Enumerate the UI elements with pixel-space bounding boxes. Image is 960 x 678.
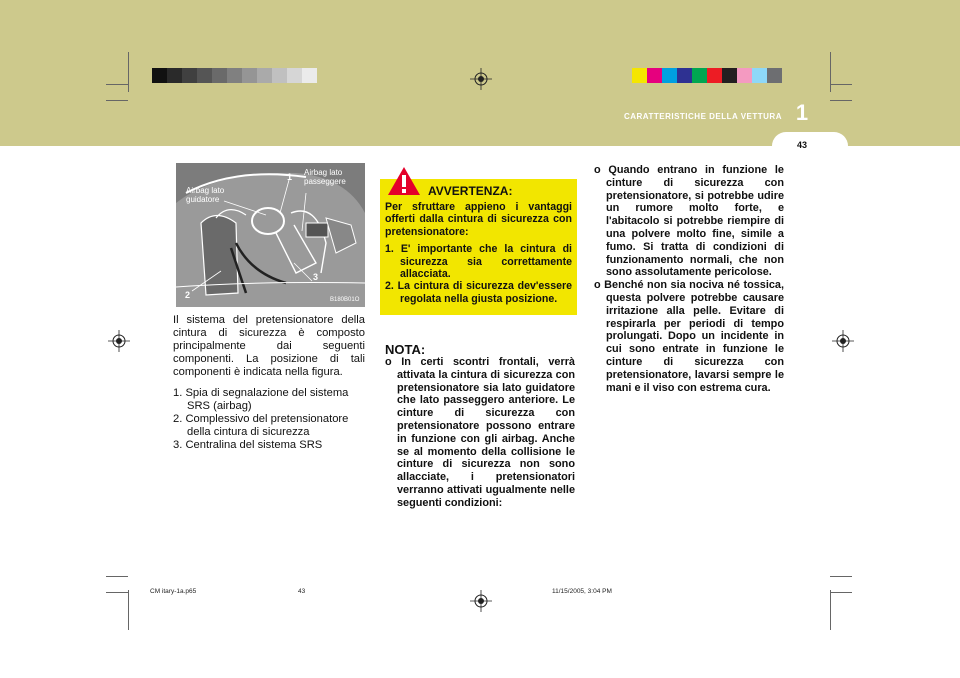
right-column bbox=[594, 164, 784, 394]
gray-swatch bbox=[302, 68, 317, 83]
crop-mark bbox=[830, 576, 852, 577]
section-title: CARATTERISTICHE DELLA VETTURA bbox=[623, 112, 782, 121]
crop-mark bbox=[128, 52, 129, 92]
color-swatch bbox=[767, 68, 782, 83]
page-number: 43 bbox=[796, 140, 807, 150]
color-swatch bbox=[677, 68, 692, 83]
callout-2: 2 bbox=[185, 290, 191, 300]
gray-swatch bbox=[212, 68, 227, 83]
gray-swatch bbox=[152, 68, 167, 83]
gray-swatch bbox=[167, 68, 182, 83]
list-item: 3. Centralina del sistema SRS bbox=[173, 439, 323, 451]
crop-mark bbox=[106, 100, 128, 101]
registration-mark-icon bbox=[470, 590, 492, 612]
gray-swatch bbox=[182, 68, 197, 83]
right-bullet: o Quando entrano in funzione le cinture di sicurezza con pretensionatore, si potrebbe udire un rumore molto forte, e l'abitacolo si potrebbe riempire di una polvere molto fine, simile a fumo. Si tratta di condizioni di funzionamento normali, che non sono assolutamente pericolose. bbox=[594, 164, 784, 279]
color-swatch bbox=[737, 68, 752, 83]
gray-swatch bbox=[242, 68, 257, 83]
gray-swatch bbox=[272, 68, 287, 83]
registration-mark-icon bbox=[470, 68, 492, 90]
warning-box bbox=[380, 179, 577, 315]
callout-1: 1 bbox=[287, 172, 293, 182]
figure-code: B180B01O bbox=[330, 297, 360, 303]
section-number: 1 bbox=[795, 100, 809, 125]
crop-mark bbox=[830, 84, 852, 85]
component-list bbox=[173, 387, 365, 452]
crop-mark bbox=[830, 100, 852, 101]
warning-exclamation-icon bbox=[387, 166, 421, 196]
color-swatch bbox=[707, 68, 722, 83]
crop-mark bbox=[106, 84, 128, 85]
gray-calibration-bar bbox=[152, 68, 317, 83]
color-swatch bbox=[752, 68, 767, 83]
color-swatch bbox=[662, 68, 677, 83]
nota-bullet: o In certi scontri frontali, verrà attivata la cintura di sicurezza con pretensionatore sia lato guidatore che lato passeggero anteriore. Le cinture di sicurezza con pretensionatore possono entrare in funzione con gli airbag. Anche se al momento della collisione le cinture di sicurezza non sono allacciate, i pretensionatori verranno attivati ugualmente nelle seguenti condizioni: bbox=[385, 356, 575, 509]
warning-intro: Per sfruttare appieno i vantaggi offerti dalla cintura di sicurezza con pretensionatore: bbox=[385, 201, 572, 238]
crop-mark bbox=[830, 590, 831, 630]
list-item: 2. La cintura di sicurezza dev'essere regolata nella giusta posizione. bbox=[385, 280, 572, 305]
crop-mark bbox=[830, 592, 852, 593]
warning-title: AVVERTENZA: bbox=[428, 184, 513, 198]
footer-timestamp: 11/15/2005, 3:04 PM bbox=[552, 588, 612, 595]
callout-3: 3 bbox=[313, 272, 319, 282]
crop-mark bbox=[830, 52, 831, 92]
label-passenger-airbag: Airbag lato passeggere bbox=[304, 168, 346, 186]
color-swatch bbox=[632, 68, 647, 83]
list-item: 1. E' importante che la cintura di sicurezza sia correttamente allacciata. bbox=[385, 243, 572, 281]
nota-body bbox=[385, 356, 575, 510]
nota-title: NOTA: bbox=[385, 342, 426, 357]
label-driver-airbag: Airbag lato guidatore bbox=[186, 186, 225, 204]
warning-list bbox=[385, 243, 572, 305]
color-calibration-bar bbox=[632, 68, 782, 83]
registration-mark-icon bbox=[832, 330, 854, 352]
gray-swatch bbox=[197, 68, 212, 83]
intro-paragraph: Il sistema del pretensionatore della cintura di sicurezza è composto principalmente dai seguenti componenti. La posizione di tali componenti è indicata nella figura. bbox=[173, 314, 365, 378]
right-bullet: o Benché non sia nociva né tossica, questa polvere potrebbe causare irritazione alla pelle. Evitare di respirarla per periodi di tempo prolungati. Dopo un incidente in cui sono entrate in funzione le cinture di sicurezza con pretensionatore, lavarsi sempre le mani e il viso con estrema cura. bbox=[594, 279, 784, 394]
left-column bbox=[173, 314, 365, 452]
gray-swatch bbox=[257, 68, 272, 83]
gray-swatch bbox=[287, 68, 302, 83]
list-item: 2. Complessivo del pretensionatore della cintura di sicurezza bbox=[173, 413, 349, 438]
footer-page: 43 bbox=[298, 588, 306, 595]
color-swatch bbox=[722, 68, 737, 83]
color-swatch bbox=[692, 68, 707, 83]
crop-mark bbox=[106, 592, 128, 593]
crop-mark bbox=[106, 576, 128, 577]
crop-mark bbox=[128, 590, 129, 630]
color-swatch bbox=[647, 68, 662, 83]
footer-filename: CM itary-1a.p65 bbox=[150, 588, 197, 595]
gray-swatch bbox=[227, 68, 242, 83]
list-item: 1. Spia di segnalazione del sistema SRS (airbag) bbox=[173, 387, 349, 412]
registration-mark-icon bbox=[108, 330, 130, 352]
